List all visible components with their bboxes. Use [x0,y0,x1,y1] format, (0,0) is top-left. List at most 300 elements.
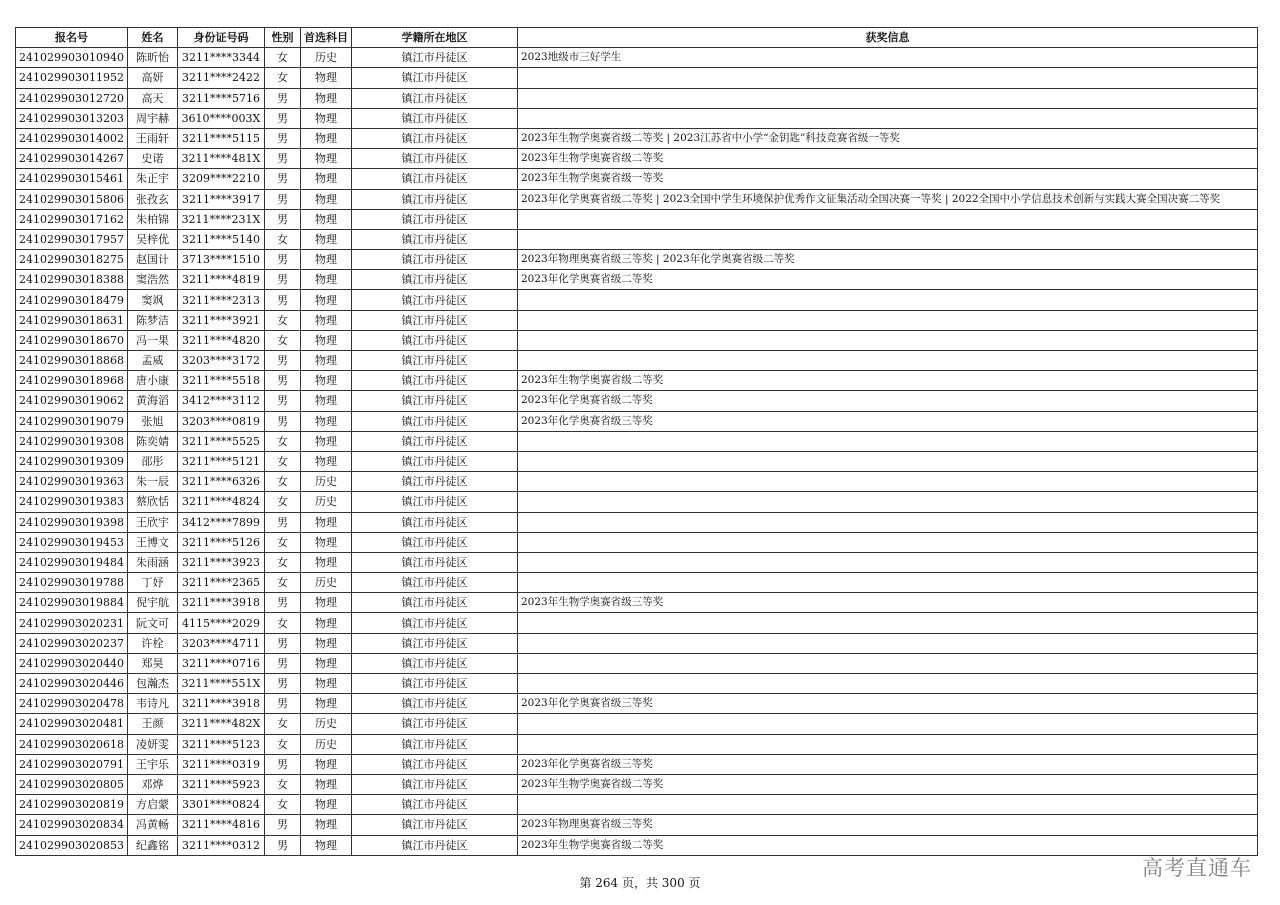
awards-cell: 2023年生物学奥赛省级二等奖 [517,774,1257,794]
region-cell: 镇江市丹徒区 [351,431,517,451]
gender-cell: 女 [264,552,300,572]
subject-cell: 物理 [300,128,351,148]
registration-no-cell: 241029903011952 [16,68,128,88]
header-id-number: 身份证号码 [177,28,264,48]
id-number-cell: 3211****4816 [177,815,264,835]
table-row [16,189,1258,209]
awards-cell [517,573,1257,593]
region-cell: 镇江市丹徒区 [351,290,517,310]
registration-no-cell: 241029903019398 [16,512,128,532]
id-number-cell: 3203****4711 [177,633,264,653]
region-cell: 镇江市丹徒区 [351,714,517,734]
gender-cell: 男 [264,391,300,411]
table-row [16,431,1258,451]
name-cell: 窦浩然 [127,270,177,290]
table-row [16,492,1258,512]
region-cell: 镇江市丹徒区 [351,330,517,350]
registration-no-cell: 241029903018275 [16,250,128,270]
region-cell: 镇江市丹徒区 [351,149,517,169]
gender-cell: 男 [264,512,300,532]
registration-no-cell: 241029903020853 [16,835,128,855]
registration-no-cell: 241029903013203 [16,108,128,128]
gender-cell: 男 [264,754,300,774]
region-cell: 镇江市丹徒区 [351,613,517,633]
id-number-cell: 3209****2210 [177,169,264,189]
region-cell: 镇江市丹徒区 [351,573,517,593]
id-number-cell: 3211****5518 [177,371,264,391]
id-number-cell: 3211****4819 [177,270,264,290]
table-row [16,270,1258,290]
table-row [16,169,1258,189]
id-number-cell: 3412****7899 [177,512,264,532]
region-cell: 镇江市丹徒区 [351,795,517,815]
registration-no-cell: 241029903019484 [16,552,128,572]
registration-no-cell: 241029903014267 [16,149,128,169]
registration-no-cell: 241029903019363 [16,472,128,492]
awards-cell: 2023年生物学奥赛省级二等奖 [517,149,1257,169]
name-cell: 陈梦洁 [127,310,177,330]
subject-cell: 物理 [300,169,351,189]
subject-cell: 物理 [300,149,351,169]
region-cell: 镇江市丹徒区 [351,108,517,128]
table-row [16,411,1258,431]
watermark-text: 高考直通车 [1142,856,1252,880]
region-cell: 镇江市丹徒区 [351,815,517,835]
header-gender: 性别 [264,28,300,48]
name-cell: 高妍 [127,68,177,88]
table-row [16,310,1258,330]
table-header-row [16,28,1258,48]
table-row [16,734,1258,754]
table-row [16,512,1258,532]
name-cell: 王雨轩 [127,128,177,148]
table-row [16,290,1258,310]
name-cell: 史诺 [127,149,177,169]
region-cell: 镇江市丹徒区 [351,68,517,88]
id-number-cell: 3713****1510 [177,250,264,270]
subject-cell: 物理 [300,189,351,209]
table-row [16,128,1258,148]
name-cell: 王宇乐 [127,754,177,774]
id-number-cell: 3412****3112 [177,391,264,411]
region-cell: 镇江市丹徒区 [351,552,517,572]
subject-cell: 物理 [300,835,351,855]
gender-cell: 男 [264,128,300,148]
id-number-cell: 3203****3172 [177,351,264,371]
id-number-cell: 3211****5126 [177,532,264,552]
gender-cell: 女 [264,795,300,815]
name-cell: 赵国计 [127,250,177,270]
gender-cell: 男 [264,674,300,694]
id-number-cell: 3211****5115 [177,128,264,148]
registration-no-cell: 241029903020481 [16,714,128,734]
subject-cell: 物理 [300,795,351,815]
gender-cell: 男 [264,411,300,431]
region-cell: 镇江市丹徒区 [351,351,517,371]
table-row [16,633,1258,653]
table-row [16,835,1258,855]
registration-no-cell: 241029903014002 [16,128,128,148]
region-cell: 镇江市丹徒区 [351,694,517,714]
name-cell: 许栓 [127,633,177,653]
region-cell: 镇江市丹徒区 [351,128,517,148]
header-awards: 获奖信息 [517,28,1257,48]
awards-cell [517,68,1257,88]
id-number-cell: 4115****2029 [177,613,264,633]
awards-cell: 2023年化学奥赛省级二等奖 [517,391,1257,411]
id-number-cell: 3211****551X [177,674,264,694]
gender-cell: 男 [264,270,300,290]
id-number-cell: 3211****2422 [177,68,264,88]
subject-cell: 物理 [300,209,351,229]
registration-no-cell: 241029903018670 [16,330,128,350]
region-cell: 镇江市丹徒区 [351,593,517,613]
subject-cell: 物理 [300,532,351,552]
gender-cell: 女 [264,573,300,593]
awards-cell [517,532,1257,552]
awards-cell [517,674,1257,694]
id-number-cell: 3203****0819 [177,411,264,431]
id-number-cell: 3211****5923 [177,774,264,794]
name-cell: 张旭 [127,411,177,431]
subject-cell: 物理 [300,451,351,471]
awards-cell [517,229,1257,249]
name-cell: 张孜玄 [127,189,177,209]
region-cell: 镇江市丹徒区 [351,169,517,189]
region-cell: 镇江市丹徒区 [351,48,517,68]
region-cell: 镇江市丹徒区 [351,653,517,673]
gender-cell: 男 [264,835,300,855]
table-row [16,593,1258,613]
region-cell: 镇江市丹徒区 [351,774,517,794]
subject-cell: 物理 [300,68,351,88]
region-cell: 镇江市丹徒区 [351,270,517,290]
subject-cell: 物理 [300,391,351,411]
subject-cell: 物理 [300,774,351,794]
region-cell: 镇江市丹徒区 [351,734,517,754]
registration-no-cell: 241029903017162 [16,209,128,229]
name-cell: 韦诗凡 [127,694,177,714]
table-row [16,714,1258,734]
subject-cell: 物理 [300,512,351,532]
name-cell: 陈昕怡 [127,48,177,68]
awards-cell: 2023年化学奥赛省级三等奖 [517,754,1257,774]
region-cell: 镇江市丹徒区 [351,835,517,855]
gender-cell: 女 [264,451,300,471]
name-cell: 孟威 [127,351,177,371]
name-cell: 丁妤 [127,573,177,593]
table-row [16,330,1258,350]
awards-cell: 2023年生物学奥赛省级三等奖 [517,593,1257,613]
name-cell: 陈奕婧 [127,431,177,451]
name-cell: 凌妍雯 [127,734,177,754]
gender-cell: 男 [264,633,300,653]
awards-cell: 2023地级市三好学生 [517,48,1257,68]
name-cell: 吴梓优 [127,229,177,249]
awards-cell: 2023年化学奥赛省级三等奖 [517,694,1257,714]
name-cell: 唐小康 [127,371,177,391]
gender-cell: 男 [264,189,300,209]
registration-no-cell: 241029903019308 [16,431,128,451]
gender-cell: 男 [264,694,300,714]
awards-cell [517,330,1257,350]
header-school-region: 学籍所在地区 [351,28,517,48]
region-cell: 镇江市丹徒区 [351,451,517,471]
gender-cell: 女 [264,734,300,754]
gender-cell: 男 [264,371,300,391]
registration-no-cell: 241029903020618 [16,734,128,754]
awards-cell: 2023年化学奥赛省级二等奖 [517,270,1257,290]
id-number-cell: 3211****0312 [177,835,264,855]
gender-cell: 女 [264,472,300,492]
name-cell: 高天 [127,88,177,108]
table-row [16,48,1258,68]
name-cell: 邓烨 [127,774,177,794]
gender-cell: 男 [264,169,300,189]
name-cell: 方启蒙 [127,795,177,815]
name-cell: 郑昊 [127,653,177,673]
id-number-cell: 3211****481X [177,149,264,169]
table-row [16,694,1258,714]
id-number-cell: 3211****3923 [177,552,264,572]
registration-no-cell: 241029903020834 [16,815,128,835]
id-number-cell: 3211****2313 [177,290,264,310]
awards-cell [517,512,1257,532]
region-cell: 镇江市丹徒区 [351,532,517,552]
table-row [16,754,1258,774]
gender-cell: 女 [264,68,300,88]
registration-no-cell: 241029903020805 [16,774,128,794]
id-number-cell: 3211****5121 [177,451,264,471]
table-row [16,351,1258,371]
table-row [16,573,1258,593]
awards-cell [517,108,1257,128]
region-cell: 镇江市丹徒区 [351,411,517,431]
registration-no-cell: 241029903018479 [16,290,128,310]
region-cell: 镇江市丹徒区 [351,674,517,694]
gender-cell: 女 [264,492,300,512]
gender-cell: 女 [264,330,300,350]
id-number-cell: 3211****4820 [177,330,264,350]
header-registration-no: 报名号 [16,28,128,48]
region-cell: 镇江市丹徒区 [351,512,517,532]
id-number-cell: 3301****0824 [177,795,264,815]
subject-cell: 物理 [300,371,351,391]
awards-cell [517,795,1257,815]
registration-no-cell: 241029903019453 [16,532,128,552]
gender-cell: 男 [264,88,300,108]
subject-cell: 历史 [300,48,351,68]
region-cell: 镇江市丹徒区 [351,391,517,411]
table-row [16,391,1258,411]
table-row [16,451,1258,471]
id-number-cell: 3211****5716 [177,88,264,108]
awards-cell [517,714,1257,734]
name-cell: 朱一辰 [127,472,177,492]
subject-cell: 物理 [300,633,351,653]
subject-cell: 物理 [300,674,351,694]
registration-no-cell: 241029903020478 [16,694,128,714]
id-number-cell: 3211****231X [177,209,264,229]
subject-cell: 物理 [300,108,351,128]
id-number-cell: 3211****5140 [177,229,264,249]
registration-no-cell: 241029903015461 [16,169,128,189]
awards-cell: 2023年化学奥赛省级二等奖 | 2023全国中学生环境保护优秀作文征集活动全国决赛一等奖 | 2022全国中小学信息技术创新与实践大赛全国决赛二等奖 [517,189,1257,209]
name-cell: 朱雨涵 [127,552,177,572]
gender-cell: 女 [264,48,300,68]
subject-cell: 物理 [300,310,351,330]
subject-cell: 物理 [300,694,351,714]
registration-no-cell: 241029903018868 [16,351,128,371]
registration-no-cell: 241029903018631 [16,310,128,330]
registration-no-cell: 241029903019062 [16,391,128,411]
gender-cell: 女 [264,714,300,734]
id-number-cell: 3211****5525 [177,431,264,451]
awards-cell: 2023年生物学奥赛省级二等奖 | 2023江苏省中小学“金钥匙”科技竞赛省级一等奖 [517,128,1257,148]
table-row [16,674,1258,694]
subject-cell: 物理 [300,431,351,451]
table-row [16,149,1258,169]
awards-cell [517,492,1257,512]
id-number-cell: 3211****3918 [177,694,264,714]
name-cell: 包瀚杰 [127,674,177,694]
table-row [16,88,1258,108]
subject-cell: 物理 [300,290,351,310]
subject-cell: 历史 [300,573,351,593]
region-cell: 镇江市丹徒区 [351,310,517,330]
awards-cell: 2023年生物学奥赛省级一等奖 [517,169,1257,189]
awards-cell [517,552,1257,572]
subject-cell: 物理 [300,351,351,371]
region-cell: 镇江市丹徒区 [351,229,517,249]
gender-cell: 女 [264,532,300,552]
name-cell: 蔡欣恬 [127,492,177,512]
registration-no-cell: 241029903019079 [16,411,128,431]
region-cell: 镇江市丹徒区 [351,371,517,391]
gender-cell: 男 [264,653,300,673]
table-row [16,774,1258,794]
name-cell: 王欣宇 [127,512,177,532]
name-cell: 朱正宇 [127,169,177,189]
registration-no-cell: 241029903019383 [16,492,128,512]
gender-cell: 女 [264,310,300,330]
awards-cell [517,310,1257,330]
table-row [16,552,1258,572]
region-cell: 镇江市丹徒区 [351,633,517,653]
registration-no-cell: 241029903020791 [16,754,128,774]
awards-cell [517,633,1257,653]
gender-cell: 男 [264,351,300,371]
awards-cell: 2023年化学奥赛省级三等奖 [517,411,1257,431]
id-number-cell: 3211****482X [177,714,264,734]
registration-no-cell: 241029903019884 [16,593,128,613]
gender-cell: 女 [264,613,300,633]
awards-cell [517,209,1257,229]
subject-cell: 物理 [300,815,351,835]
subject-cell: 物理 [300,229,351,249]
registration-no-cell: 241029903012720 [16,88,128,108]
gender-cell: 男 [264,149,300,169]
name-cell: 阮文可 [127,613,177,633]
awards-cell [517,351,1257,371]
registration-no-cell: 241029903010940 [16,48,128,68]
name-cell: 冯黄畅 [127,815,177,835]
gender-cell: 男 [264,108,300,128]
awards-cell [517,653,1257,673]
subject-cell: 历史 [300,492,351,512]
name-cell: 王颜 [127,714,177,734]
registration-no-cell: 241029903019788 [16,573,128,593]
subject-cell: 历史 [300,734,351,754]
registration-no-cell: 241029903019309 [16,451,128,471]
subject-cell: 历史 [300,714,351,734]
region-cell: 镇江市丹徒区 [351,754,517,774]
registration-no-cell: 241029903017957 [16,229,128,249]
region-cell: 镇江市丹徒区 [351,472,517,492]
header-name: 姓名 [127,28,177,48]
awards-cell [517,613,1257,633]
name-cell: 黄海滔 [127,391,177,411]
subject-cell: 物理 [300,552,351,572]
region-cell: 镇江市丹徒区 [351,189,517,209]
table-row [16,653,1258,673]
awards-cell: 2023年物理奥赛省级三等奖 [517,815,1257,835]
registration-no-cell: 241029903018968 [16,371,128,391]
registration-no-cell: 241029903020819 [16,795,128,815]
name-cell: 王博文 [127,532,177,552]
awards-cell [517,290,1257,310]
name-cell: 窦飒 [127,290,177,310]
region-cell: 镇江市丹徒区 [351,209,517,229]
student-award-table [15,27,1258,856]
region-cell: 镇江市丹徒区 [351,492,517,512]
awards-cell [517,451,1257,471]
subject-cell: 物理 [300,613,351,633]
subject-cell: 历史 [300,472,351,492]
registration-no-cell: 241029903020440 [16,653,128,673]
subject-cell: 物理 [300,653,351,673]
awards-cell [517,88,1257,108]
id-number-cell: 3211****6326 [177,472,264,492]
page-number: 第 264 页，共 300 页 [579,876,701,890]
id-number-cell: 3211****3344 [177,48,264,68]
region-cell: 镇江市丹徒区 [351,250,517,270]
id-number-cell: 3211****0319 [177,754,264,774]
gender-cell: 男 [264,290,300,310]
name-cell: 邵彤 [127,451,177,471]
gender-cell: 男 [264,209,300,229]
name-cell: 纪鑫铭 [127,835,177,855]
table-row [16,815,1258,835]
awards-cell: 2023年物理奥赛省级三等奖 | 2023年化学奥赛省级二等奖 [517,250,1257,270]
gender-cell: 女 [264,431,300,451]
table-row [16,108,1258,128]
table-row [16,229,1258,249]
awards-cell [517,472,1257,492]
id-number-cell: 3211****3921 [177,310,264,330]
region-cell: 镇江市丹徒区 [351,88,517,108]
registration-no-cell: 241029903018388 [16,270,128,290]
awards-cell: 2023年生物学奥赛省级二等奖 [517,835,1257,855]
gender-cell: 女 [264,774,300,794]
name-cell: 冯一果 [127,330,177,350]
id-number-cell: 3211****2365 [177,573,264,593]
registration-no-cell: 241029903020237 [16,633,128,653]
gender-cell: 男 [264,250,300,270]
table-row [16,532,1258,552]
id-number-cell: 3211****5123 [177,734,264,754]
id-number-cell: 3211****3917 [177,189,264,209]
